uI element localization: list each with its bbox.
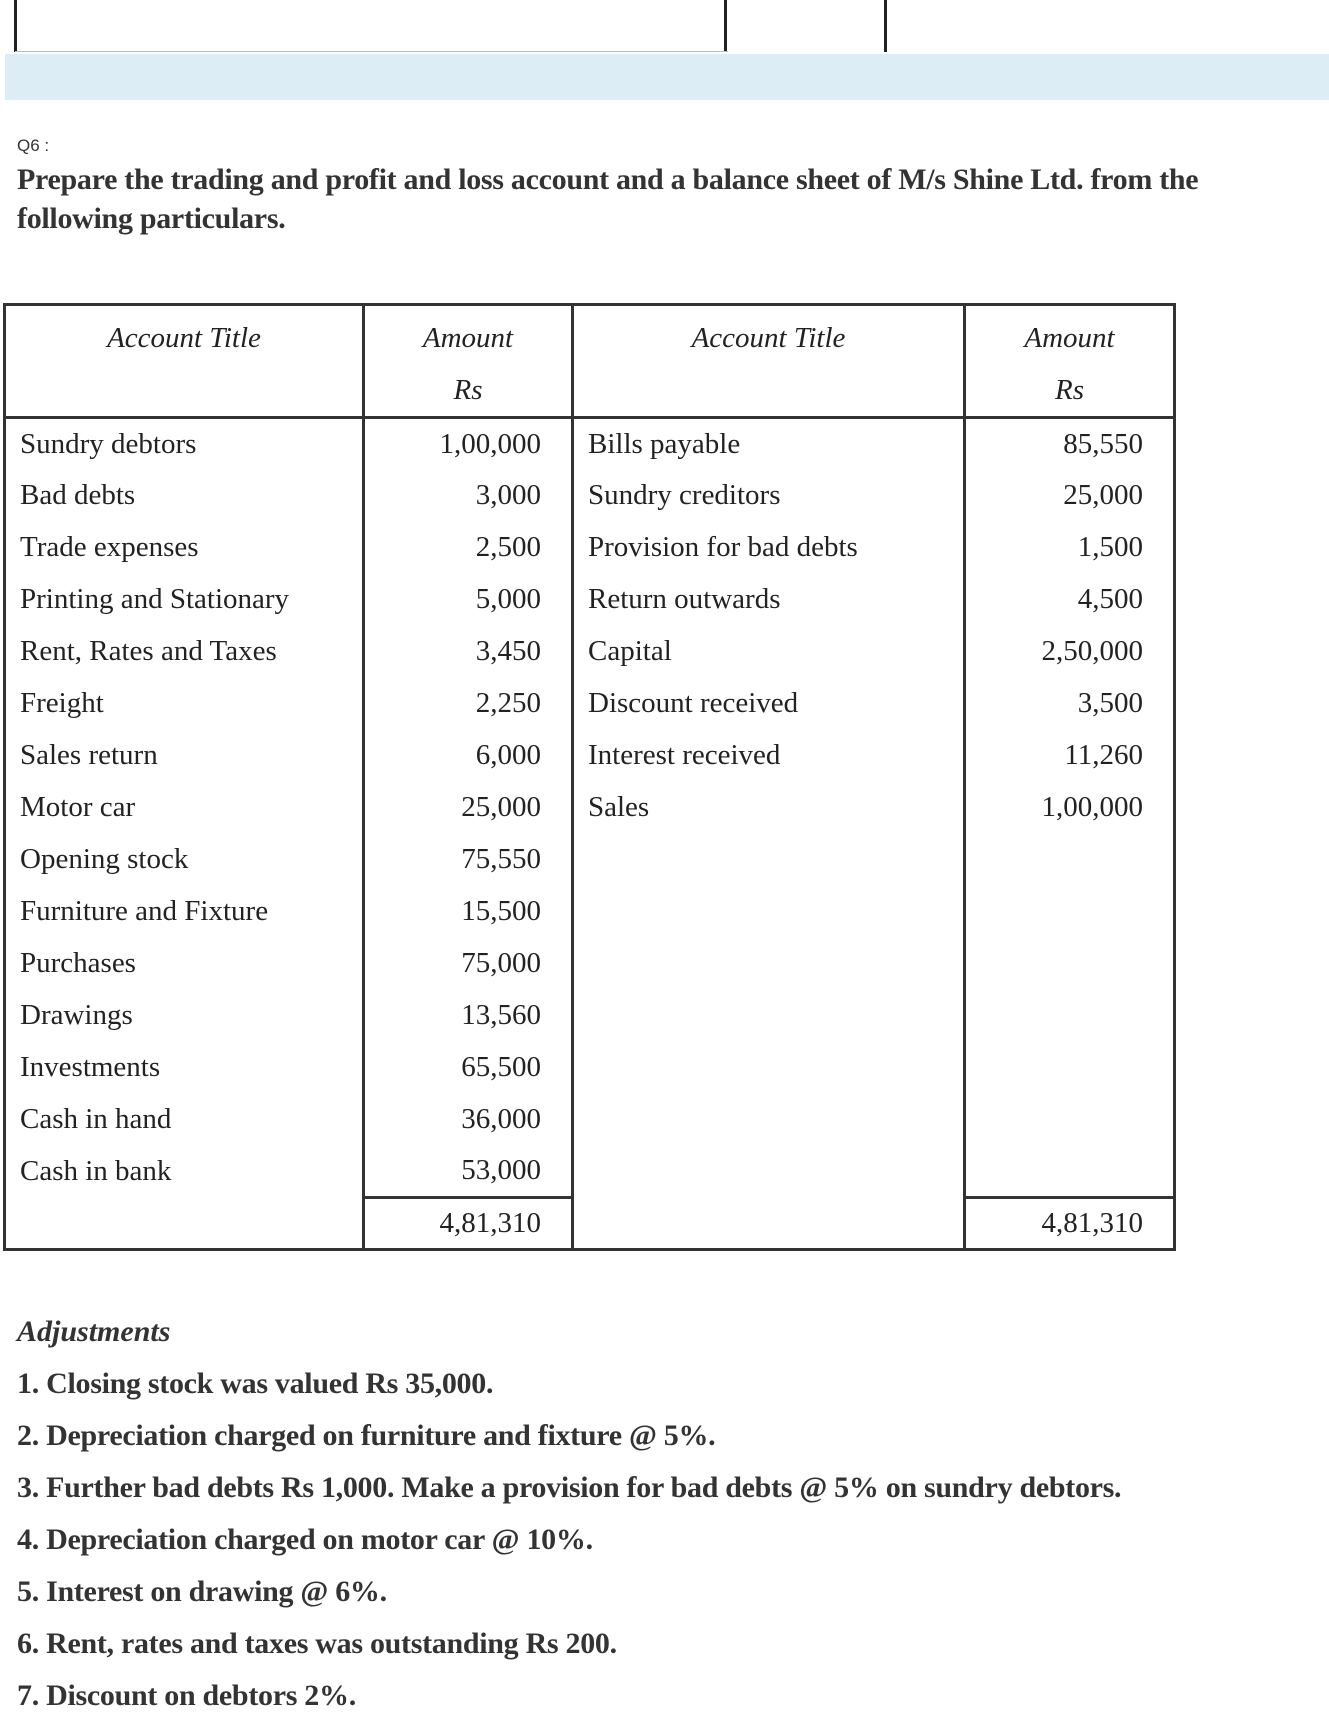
cell-account-title xyxy=(573,886,965,938)
cell-account-title: Purchases xyxy=(5,938,364,990)
question-text: Prepare the trading and profit and loss account and a balance sheet of M/s Shine Ltd. from the following particulars. xyxy=(17,163,1199,235)
frame-line xyxy=(884,0,887,52)
frame-line xyxy=(14,0,17,52)
empty-cell xyxy=(573,1198,965,1250)
cell-account-title: Drawings xyxy=(5,990,364,1042)
adjustment-item: 3. Further bad debts Rs 1,000. Make a provision for bad debts @ 5% on sundry debtors. xyxy=(17,1471,1122,1504)
cell-amount: 85,550 xyxy=(965,418,1175,470)
cell-account-title: Interest received xyxy=(573,730,965,782)
cell-account-title: Rent, Rates and Taxes xyxy=(5,626,364,678)
header-amount: Amount Rs xyxy=(364,305,573,418)
cell-account-title: Return outwards xyxy=(573,574,965,626)
table-row xyxy=(5,1094,1175,1146)
cell-amount: 2,250 xyxy=(364,678,573,730)
table-row xyxy=(5,834,1175,886)
header-band xyxy=(5,54,1329,100)
cell-account-title xyxy=(573,834,965,886)
cell-account-title: Sales xyxy=(573,782,965,834)
cell-account-title xyxy=(573,990,965,1042)
header-account-title: Account Title xyxy=(5,305,364,418)
cell-amount: 1,00,000 xyxy=(364,418,573,470)
cell-amount: 3,500 xyxy=(965,678,1175,730)
cell-account-title: Discount received xyxy=(573,678,965,730)
cell-amount: 1,00,000 xyxy=(965,782,1175,834)
cell-amount: 13,560 xyxy=(364,990,573,1042)
table-row xyxy=(5,678,1175,730)
cell-amount: 2,500 xyxy=(364,522,573,574)
table-row xyxy=(5,574,1175,626)
cell-account-title: Trade expenses xyxy=(5,522,364,574)
table-row xyxy=(5,626,1175,678)
adjustment-item: 5. Interest on drawing @ 6%. xyxy=(17,1575,387,1608)
adjustment-item: 4. Depreciation charged on motor car @ 10%. xyxy=(17,1523,593,1556)
cell-amount: 15,500 xyxy=(364,886,573,938)
total-amount: 4,81,310 xyxy=(364,1198,573,1250)
empty-cell xyxy=(5,1198,364,1250)
cell-account-title: Capital xyxy=(573,626,965,678)
cell-account-title: Motor car xyxy=(5,782,364,834)
cell-amount: 4,500 xyxy=(965,574,1175,626)
cell-amount: 2,50,000 xyxy=(965,626,1175,678)
adjustments-heading: Adjustments xyxy=(17,1315,171,1348)
cell-account-title: Sales return xyxy=(5,730,364,782)
cell-account-title: Printing and Stationary xyxy=(5,574,364,626)
adjustments-section xyxy=(17,1306,1121,1722)
table-row xyxy=(5,1042,1175,1094)
cell-amount xyxy=(965,1146,1175,1198)
cell-amount: 25,000 xyxy=(364,782,573,834)
total-row xyxy=(5,1198,1175,1250)
cell-amount xyxy=(965,1042,1175,1094)
cell-amount: 75,550 xyxy=(364,834,573,886)
cell-amount: 3,000 xyxy=(364,470,573,522)
cell-amount xyxy=(965,834,1175,886)
cell-amount: 36,000 xyxy=(364,1094,573,1146)
cell-amount xyxy=(965,886,1175,938)
frame-line xyxy=(724,0,727,52)
table-row xyxy=(5,1146,1175,1198)
table-row xyxy=(5,782,1175,834)
table-row xyxy=(5,886,1175,938)
cell-amount: 11,260 xyxy=(965,730,1175,782)
cell-account-title: Sundry creditors xyxy=(573,470,965,522)
header-amount: Amount Rs xyxy=(965,305,1175,418)
cell-account-title: Furniture and Fixture xyxy=(5,886,364,938)
cell-amount xyxy=(965,990,1175,1042)
question-number: Q6 : xyxy=(17,136,50,155)
cell-account-title: Cash in bank xyxy=(5,1146,364,1198)
cell-amount: 65,500 xyxy=(364,1042,573,1094)
cell-amount: 5,000 xyxy=(364,574,573,626)
total-amount: 4,81,310 xyxy=(965,1198,1175,1250)
adjustment-item: 6. Rent, rates and taxes was outstanding Rs 200. xyxy=(17,1627,617,1660)
cell-amount: 75,000 xyxy=(364,938,573,990)
cell-account-title xyxy=(573,1146,965,1198)
cell-account-title: Sundry debtors xyxy=(5,418,364,470)
cell-account-title: Cash in hand xyxy=(5,1094,364,1146)
cell-account-title: Bad debts xyxy=(5,470,364,522)
table-row xyxy=(5,418,1175,470)
cell-account-title xyxy=(573,1094,965,1146)
cell-amount xyxy=(965,938,1175,990)
table-row xyxy=(5,522,1175,574)
header-account-title: Account Title xyxy=(573,305,965,418)
cell-amount: 6,000 xyxy=(364,730,573,782)
cell-account-title xyxy=(573,938,965,990)
cell-amount: 3,450 xyxy=(364,626,573,678)
cell-account-title: Investments xyxy=(5,1042,364,1094)
cell-amount: 25,000 xyxy=(965,470,1175,522)
trial-balance-table xyxy=(3,303,1176,1251)
table-row xyxy=(5,990,1175,1042)
cell-account-title: Opening stock xyxy=(5,834,364,886)
adjustment-item: 1. Closing stock was valued Rs 35,000. xyxy=(17,1367,494,1400)
cell-account-title: Freight xyxy=(5,678,364,730)
cell-account-title: Bills payable xyxy=(573,418,965,470)
cell-account-title: Provision for bad debts xyxy=(573,522,965,574)
table-header-row xyxy=(5,305,1175,418)
table-row xyxy=(5,730,1175,782)
cell-amount: 53,000 xyxy=(364,1146,573,1198)
adjustment-item: 2. Depreciation charged on furniture and fixture @ 5%. xyxy=(17,1419,716,1452)
cell-account-title xyxy=(573,1042,965,1094)
adjustment-item: 7. Discount on debtors 2%. xyxy=(17,1679,356,1712)
cell-amount xyxy=(965,1094,1175,1146)
cell-amount: 1,500 xyxy=(965,522,1175,574)
table-row xyxy=(5,938,1175,990)
table-row xyxy=(5,470,1175,522)
divider xyxy=(15,51,728,52)
